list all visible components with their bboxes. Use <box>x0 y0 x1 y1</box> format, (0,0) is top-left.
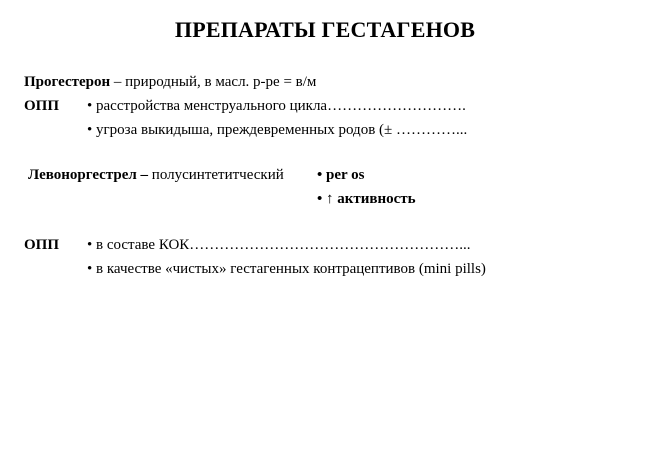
opp2-item-1: • в составе КОК………………………………………………... <box>87 237 471 253</box>
progesterone-name: Прогестерон <box>24 74 111 90</box>
levonorgestrel-name: Левоноргестрел – <box>28 167 152 183</box>
levonorgestrel-line <box>28 166 284 184</box>
opp1-item-2: • угроза выкидыша, преждевременных родов (± …………... <box>87 122 468 138</box>
levonorgestrel-description: полусинтетитческий <box>151 167 284 183</box>
progesterone-description: – природный, в масл. р-ре = в/м <box>110 74 317 90</box>
opp-label-2: ОПП <box>24 237 60 253</box>
opp2-item-2: • в качестве «чистых» гестагенных контрацептивов (mini pills) <box>87 261 486 277</box>
progesterone-line <box>24 73 316 91</box>
opp1-item-1: • расстройства менструального цикла………………………. <box>87 98 466 114</box>
levonorgestrel-bullet-2: • ↑ активность <box>317 191 416 207</box>
page-title: ПРЕПАРАТЫ ГЕСТАГЕНОВ <box>174 17 476 42</box>
levonorgestrel-bullet-1: • per os <box>317 167 365 183</box>
opp-label-1: ОПП <box>24 98 60 114</box>
